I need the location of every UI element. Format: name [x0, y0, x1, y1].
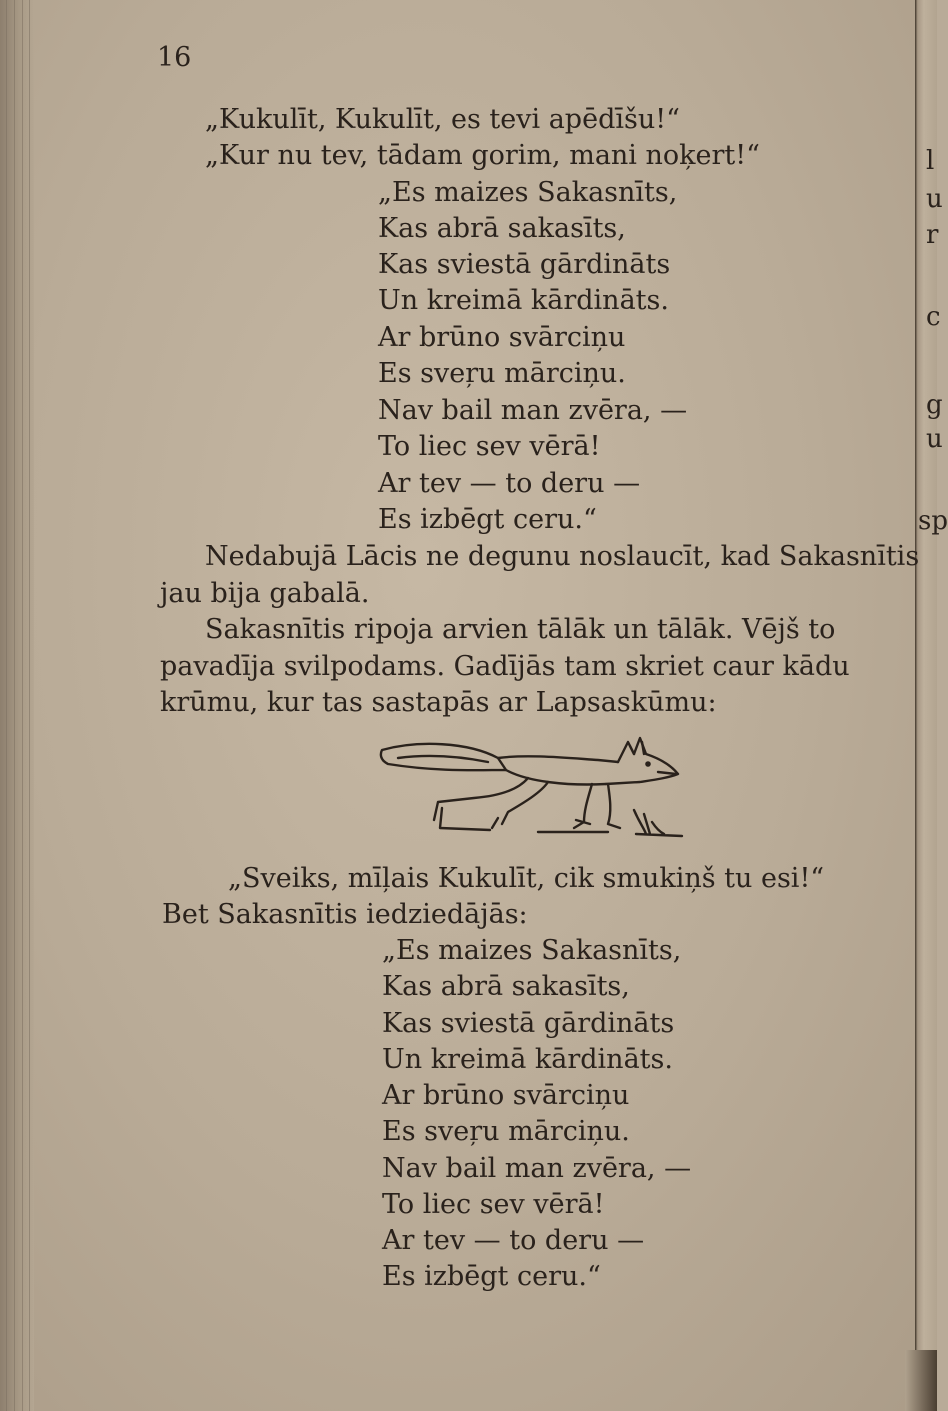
- prose-line: krūmu, kur tas sastapās ar Lapsaskūmu:: [160, 687, 717, 718]
- facing-page-fragment: u: [926, 424, 943, 454]
- verse-line: To liec sev vērā!: [382, 1189, 605, 1220]
- dialogue-line: „Sveiks, mīļais Kukulīt, cik smukiņš tu esi!“: [228, 863, 825, 894]
- verse-line: Un kreimā kārdināts.: [378, 285, 669, 316]
- dialogue-line: „Kukulīt, Kukulīt, es tevi apēdīšu!“: [205, 104, 680, 135]
- fox-illustration: [378, 728, 690, 846]
- verse-line: Kas sviestā gārdināts: [378, 249, 671, 280]
- verse-line: Ar tev — to deru —: [382, 1225, 645, 1256]
- verse-line: Un kreimā kārdināts.: [382, 1044, 673, 1075]
- verse-line: „Es maizes Sakasnīts,: [378, 177, 678, 208]
- narration-line: Bet Sakasnītis iedziedājās:: [162, 899, 528, 930]
- verse-line: Kas sviestā gārdināts: [382, 1008, 675, 1039]
- prose-line: pavadīja svilpodams. Gadījās tam skriet caur kādu: [160, 651, 850, 682]
- verse-line: Es sveŗu mārciņu.: [378, 358, 626, 389]
- facing-page-fragment: u: [926, 184, 943, 214]
- verse-line: Nav bail man zvēra, —: [382, 1153, 692, 1184]
- facing-page-shadow: [905, 1350, 937, 1411]
- verse-line: Nav bail man zvēra, —: [378, 395, 688, 426]
- verse-line: Es sveŗu mārciņu.: [382, 1116, 630, 1147]
- facing-page-fragment: c: [926, 302, 941, 332]
- facing-page-fragment: g: [926, 390, 943, 420]
- verse-line: Kas abrā sakasīts,: [382, 971, 630, 1002]
- verse-line: Kas abrā sakasīts,: [378, 213, 626, 244]
- dialogue-line: „Kur nu tev, tādam gorim, mani noķert!“: [205, 140, 760, 171]
- verse-line: Es izbēgt ceru.“: [378, 504, 597, 535]
- facing-page-fragment: r: [926, 220, 939, 250]
- page-number: 16: [157, 42, 192, 73]
- verse-line: Ar tev — to deru —: [378, 468, 641, 499]
- prose-line: Sakasnītis ripoja arvien tālāk un tālāk. Vējš to: [205, 614, 836, 645]
- prose-line: Nedabujā Lācis ne degunu noslaucīt, kad Sakasnītis: [205, 541, 920, 572]
- page-gutter: [0, 0, 34, 1411]
- verse-line: „Es maizes Sakasnīts,: [382, 935, 682, 966]
- facing-page-fragment: sp: [918, 506, 948, 536]
- verse-line: To liec sev vērā!: [378, 431, 601, 462]
- facing-page-fragment: l: [926, 146, 935, 176]
- verse-line: Es izbēgt ceru.“: [382, 1261, 601, 1292]
- verse-line: Ar brūno svārciņu: [378, 322, 626, 353]
- verse-line: Ar brūno svārciņu: [382, 1080, 630, 1111]
- prose-line: jau bija gabalā.: [160, 578, 370, 609]
